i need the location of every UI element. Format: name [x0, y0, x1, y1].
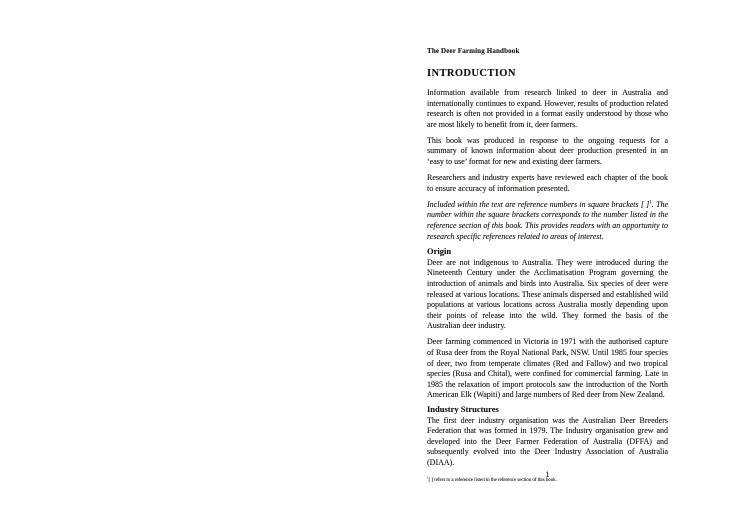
- section-heading-industry-structures: Industry Structures: [427, 404, 499, 415]
- reference-note-text: Included within the text are reference numbers in square brackets [ ]: [427, 199, 650, 209]
- origin-paragraph-2: Deer farming commenced in Victoria in 1971 with the authorised capture of Rusa deer from the Royal National Park, NSW. Until 1985 four species of deer, two from temperate climates (Red and Fallow) and two tropical species (Rusa and Chital), were confined for commercial farming. Late in 1985 the relaxation of import protocols saw the introduction of the North American Elk (Wapiti) and large numbers of Red deer from New Zealand.: [427, 337, 668, 400]
- page-number: 1: [545, 470, 550, 479]
- page-title: INTRODUCTION: [427, 68, 516, 79]
- intro-paragraph-2: This book was produced in response to the ongoing requests for a summary of known information about deer production presented in an ‘easy to use’ format for new and existing deer farmers.: [427, 135, 668, 167]
- reference-note-superscript: 1: [649, 200, 652, 206]
- intro-paragraph-3: Researchers and industry experts have reviewed each chapter of the book to ensure accuracy of information presented.: [427, 173, 668, 193]
- industry-structures-paragraph-1: The first deer industry organisation was the Australian Deer Breeders Federation that was formed in 1979. The Industry organisation grew and developed into the Deer Farmer Federation of Australia (DFFA) and subsequently evolved into the Deer Industry Association of Australia (DIAA).: [427, 415, 668, 467]
- reference-note-paragraph: [427, 200, 668, 242]
- footnote-text: [ ] refers to a reference listed in the reference section of this book.: [428, 477, 557, 483]
- reference-note-text-continued: . The number within the square brackets corresponds to the number listed in the reference section of this book. This provides readers with an opportunity to research specific references related to areas of interest.: [427, 199, 669, 241]
- intro-paragraph-1: Information available from research linked to deer in Australia and internationally continues to expand. However, results of production related research is often not provided in a format easily understood by those who are most likely to benefit from it, deer farmers.: [427, 88, 668, 129]
- text-column: [427, 47, 668, 484]
- footnote-marker: 1: [427, 474, 429, 479]
- section-heading-origin: Origin: [427, 246, 452, 257]
- origin-paragraph-1: Deer are not indigenous to Australia. They were introduced during the Nineteenth Century under the Acclimatisation Program governing the introduction of animals and birds into Australia. Six species of deer were released at various locations. These animals dispersed and established wild populations at various locations across Australia mostly depending upon their points of release into the wild. They formed the basis of the Australian deer industry.: [427, 257, 668, 331]
- running-head: The Deer Farming Handbook: [427, 47, 520, 55]
